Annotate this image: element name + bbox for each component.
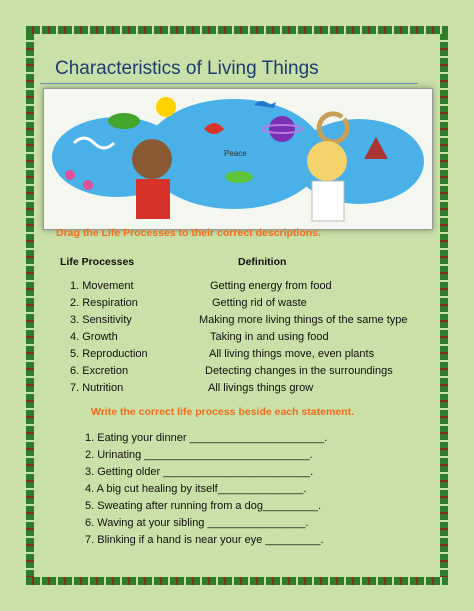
crab-icon	[204, 123, 224, 134]
science-banner-image	[43, 88, 433, 230]
statement-item[interactable]: 7. Blinking if a hand is near your eye _________.	[85, 534, 324, 546]
process-item[interactable]: 5. Reproduction	[70, 348, 148, 360]
banner-text: Peace	[224, 149, 247, 158]
bird-icon	[254, 101, 276, 108]
sun-icon	[156, 97, 176, 117]
process-item[interactable]: 2. Respiration	[70, 297, 138, 309]
molecule-icon	[65, 170, 75, 180]
statement-item[interactable]: 3. Getting older ________________________.	[85, 466, 314, 478]
definition-item: Detecting changes in the surroundings	[205, 365, 393, 377]
process-item[interactable]: 3. Sensitivity	[70, 314, 132, 326]
definition-item: Making more living things of the same type	[199, 314, 408, 326]
planet-icon	[269, 116, 295, 142]
spaceship-icon	[225, 171, 253, 183]
statement-item[interactable]: 6. Waving at your sibling ________________.	[85, 517, 309, 529]
statement-item[interactable]: 2. Urinating ___________________________.	[85, 449, 313, 461]
process-item[interactable]: 6. Excretion	[70, 365, 129, 377]
banner-illustration	[44, 89, 432, 229]
dna-icon	[74, 138, 114, 148]
process-item[interactable]: 7. Nutrition	[70, 382, 124, 394]
volcano-icon	[364, 137, 388, 159]
definition-item: Getting rid of waste	[212, 297, 307, 309]
header-life-processes: Life Processes	[60, 256, 135, 268]
statement-item[interactable]: 5. Sweating after running from a dog_________.	[85, 500, 322, 512]
statement-item[interactable]: 4. A big cut healing by itself______________.	[85, 483, 307, 495]
write-instruction: Write the correct life process beside each statement.	[91, 406, 354, 418]
header-definition: Definition	[238, 256, 287, 268]
process-item[interactable]: 1. Movement	[70, 280, 134, 292]
definition-item: Getting energy from food	[210, 280, 332, 292]
process-item[interactable]: 4. Growth	[70, 331, 118, 343]
girl-character	[307, 141, 347, 181]
shell-icon	[319, 114, 347, 142]
definition-item: All livings things grow	[208, 382, 314, 394]
drag-instruction: Drag the Life Processes to their correct descriptions.	[56, 227, 321, 239]
title-underline	[40, 83, 418, 84]
definition-item: All living things move, even plants	[209, 348, 375, 360]
page-title: Characteristics of Living Things	[55, 58, 319, 79]
definition-item: Taking in and using food	[210, 331, 329, 343]
statement-item[interactable]: 1. Eating your dinner ______________________.	[85, 432, 328, 444]
leaf-icon	[108, 113, 140, 129]
boy-character	[132, 139, 172, 179]
